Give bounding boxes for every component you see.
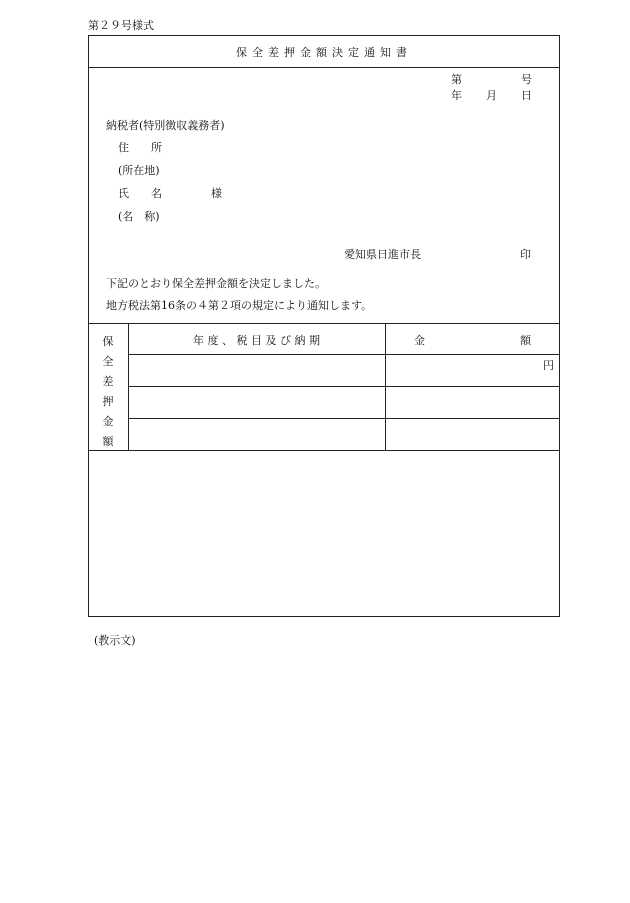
body-line-1: 下記のとおり保全差押金額を決定しました。 [106, 277, 326, 290]
table-header-amount-left: 金 [414, 334, 425, 347]
honorific-label: 様 [211, 187, 222, 200]
issuer-name: 愛知県日進市長 [344, 248, 421, 261]
table-row-divider-1 [128, 354, 560, 355]
table-row-divider-3 [128, 418, 560, 419]
seal-mark: 印 [520, 248, 531, 261]
location-label: (所在地) [118, 164, 160, 177]
table-top-border [88, 323, 560, 324]
entity-name-label: (名 称) [118, 210, 160, 223]
document-title: 保全差押金額決定通知書 [236, 46, 412, 59]
document-number-label-right: 号 [521, 73, 532, 86]
address-label: 住 所 [118, 141, 162, 154]
taxpayer-label: 納税者(特別徴収義務者) [106, 119, 225, 132]
date-year-label: 年 [451, 89, 462, 102]
table-header-period: 年 度 、 税 目 及 び 納 期 [193, 334, 320, 347]
date-month-label: 月 [486, 89, 497, 102]
table-bottom-border [88, 450, 560, 451]
name-label: 氏 名 [118, 187, 162, 200]
yen-unit: 円 [543, 359, 554, 372]
table-row-divider-2 [128, 386, 560, 387]
instruction-note: (教示文) [94, 634, 136, 647]
date-day-label: 日 [521, 89, 532, 102]
title-divider [88, 67, 560, 68]
table-header-amount-right: 額 [520, 334, 531, 347]
body-line-2: 地方税法第16条の４第２項の規定により通知します。 [106, 299, 373, 312]
table-amount-column-divider [385, 323, 386, 450]
form-number: 第２９号様式 [88, 19, 154, 32]
document-number-label-left: 第 [451, 73, 462, 86]
table-side-label: 保 全 差 押 金 額 [102, 335, 114, 448]
